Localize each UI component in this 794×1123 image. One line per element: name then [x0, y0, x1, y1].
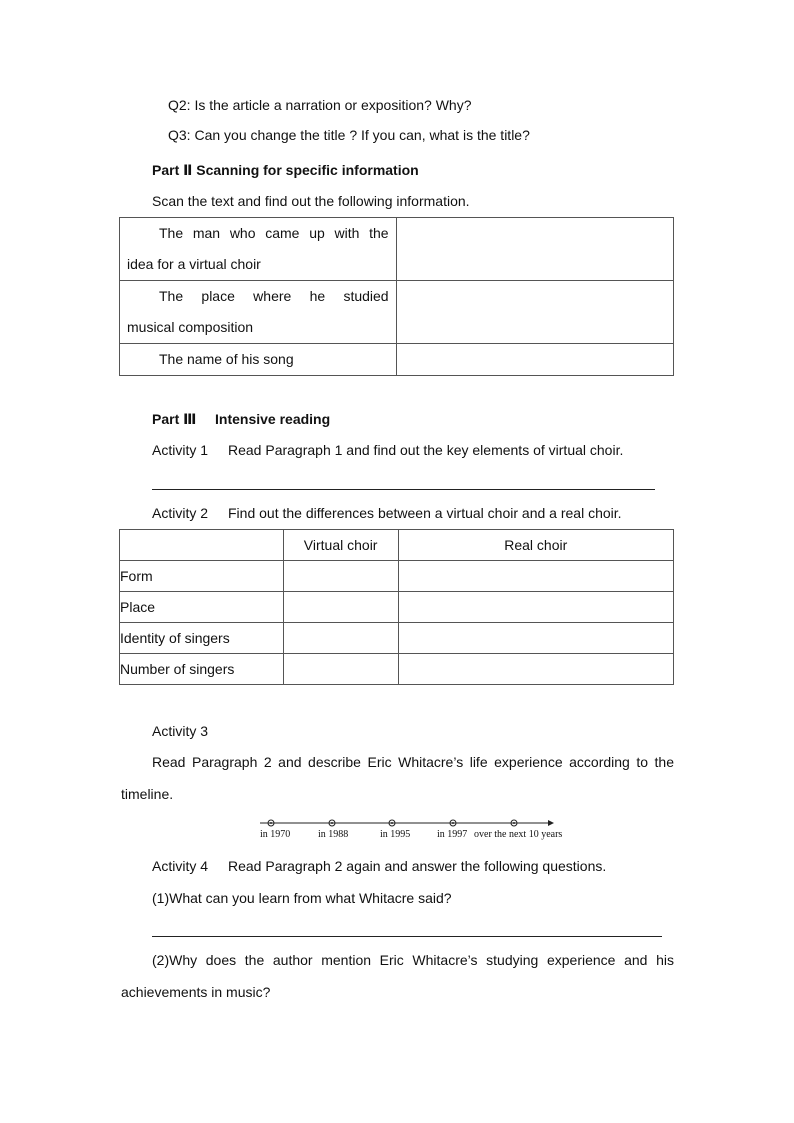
- table-cell: [120, 281, 397, 344]
- header-cell-real: Real choir: [398, 530, 673, 561]
- header-cell-virtual: Virtual choir: [283, 530, 398, 561]
- activity2-label: Activity 2: [152, 505, 209, 521]
- answer-line[interactable]: [152, 489, 655, 490]
- answer-cell[interactable]: [283, 561, 398, 592]
- answer-cell[interactable]: [283, 654, 398, 685]
- row-label: Form: [120, 561, 284, 592]
- timeline-label-1970: in 1970: [260, 829, 291, 840]
- table-cell: [120, 344, 397, 376]
- answer-line[interactable]: [152, 936, 662, 937]
- table-row: [120, 592, 674, 623]
- comparison-table: [119, 529, 674, 685]
- part2-heading: Part Ⅱ Scanning for specific information: [152, 162, 419, 178]
- table-row: [120, 344, 674, 376]
- scanning-table: [119, 217, 674, 376]
- activity4-question-2-line1: (2)Why does the author mention Eric Whitacre’s studying experience and his: [152, 952, 674, 968]
- part2-instruction: Scan the text and find out the following information.: [152, 193, 470, 209]
- header-cell: [120, 530, 284, 561]
- timeline-label-next10: over the next 10 years: [474, 829, 563, 840]
- row-label-line1: The place where he studied: [159, 288, 389, 304]
- question-2: Q2: Is the article a narration or exposition? Why?: [168, 97, 472, 113]
- timeline-label-1988: in 1988: [318, 829, 349, 840]
- timeline-label-1997: in 1997: [437, 829, 468, 840]
- part3-heading-title: Intensive reading: [215, 411, 331, 427]
- answer-cell[interactable]: [283, 623, 398, 654]
- table-cell: [120, 218, 397, 281]
- row-label-line1: The man who came up with the: [159, 225, 389, 241]
- row-label-line2: idea for a virtual choir: [127, 256, 261, 272]
- row-label: Identity of singers: [120, 623, 284, 654]
- answer-cell[interactable]: [396, 344, 673, 376]
- table-row: [120, 623, 674, 654]
- timeline-label-1995: in 1995: [380, 829, 411, 840]
- activity3-text-line2: timeline.: [121, 786, 174, 802]
- answer-cell[interactable]: [396, 281, 673, 344]
- row-label-line2: musical composition: [127, 319, 254, 335]
- table-header-row: [120, 530, 674, 561]
- question-3: Q3: Can you change the title ? If you can, what is the title?: [168, 127, 530, 143]
- answer-cell[interactable]: [398, 623, 673, 654]
- answer-cell[interactable]: [398, 654, 673, 685]
- activity4-question-1: (1)What can you learn from what Whitacre said?: [152, 890, 452, 906]
- row-label: Number of singers: [120, 654, 284, 685]
- answer-cell[interactable]: [396, 218, 673, 281]
- activity2-text: Find out the differences between a virtual choir and a real choir.: [228, 505, 622, 521]
- activity4-text: Read Paragraph 2 again and answer the following questions.: [228, 858, 607, 874]
- activity1-label: Activity 1: [152, 442, 209, 458]
- table-row: [120, 561, 674, 592]
- part3-heading: Part Ⅲ: [152, 411, 197, 427]
- table-row: [120, 218, 674, 281]
- activity3-label: Activity 3: [152, 723, 209, 739]
- activity4-question-2-line2: achievements in music?: [121, 984, 271, 1000]
- activity4-label: Activity 4: [152, 858, 209, 874]
- answer-cell[interactable]: [283, 592, 398, 623]
- answer-cell[interactable]: [398, 592, 673, 623]
- row-label-line1: The name of his song: [159, 351, 294, 367]
- table-row: [120, 654, 674, 685]
- answer-cell[interactable]: [398, 561, 673, 592]
- activity3-text-line1: Read Paragraph 2 and describe Eric Whitacre’s life experience according to the: [152, 754, 674, 770]
- table-row: [120, 281, 674, 344]
- row-label: Place: [120, 592, 284, 623]
- arrow-icon: [548, 820, 554, 826]
- activity1-text: Read Paragraph 1 and find out the key elements of virtual choir.: [228, 442, 624, 458]
